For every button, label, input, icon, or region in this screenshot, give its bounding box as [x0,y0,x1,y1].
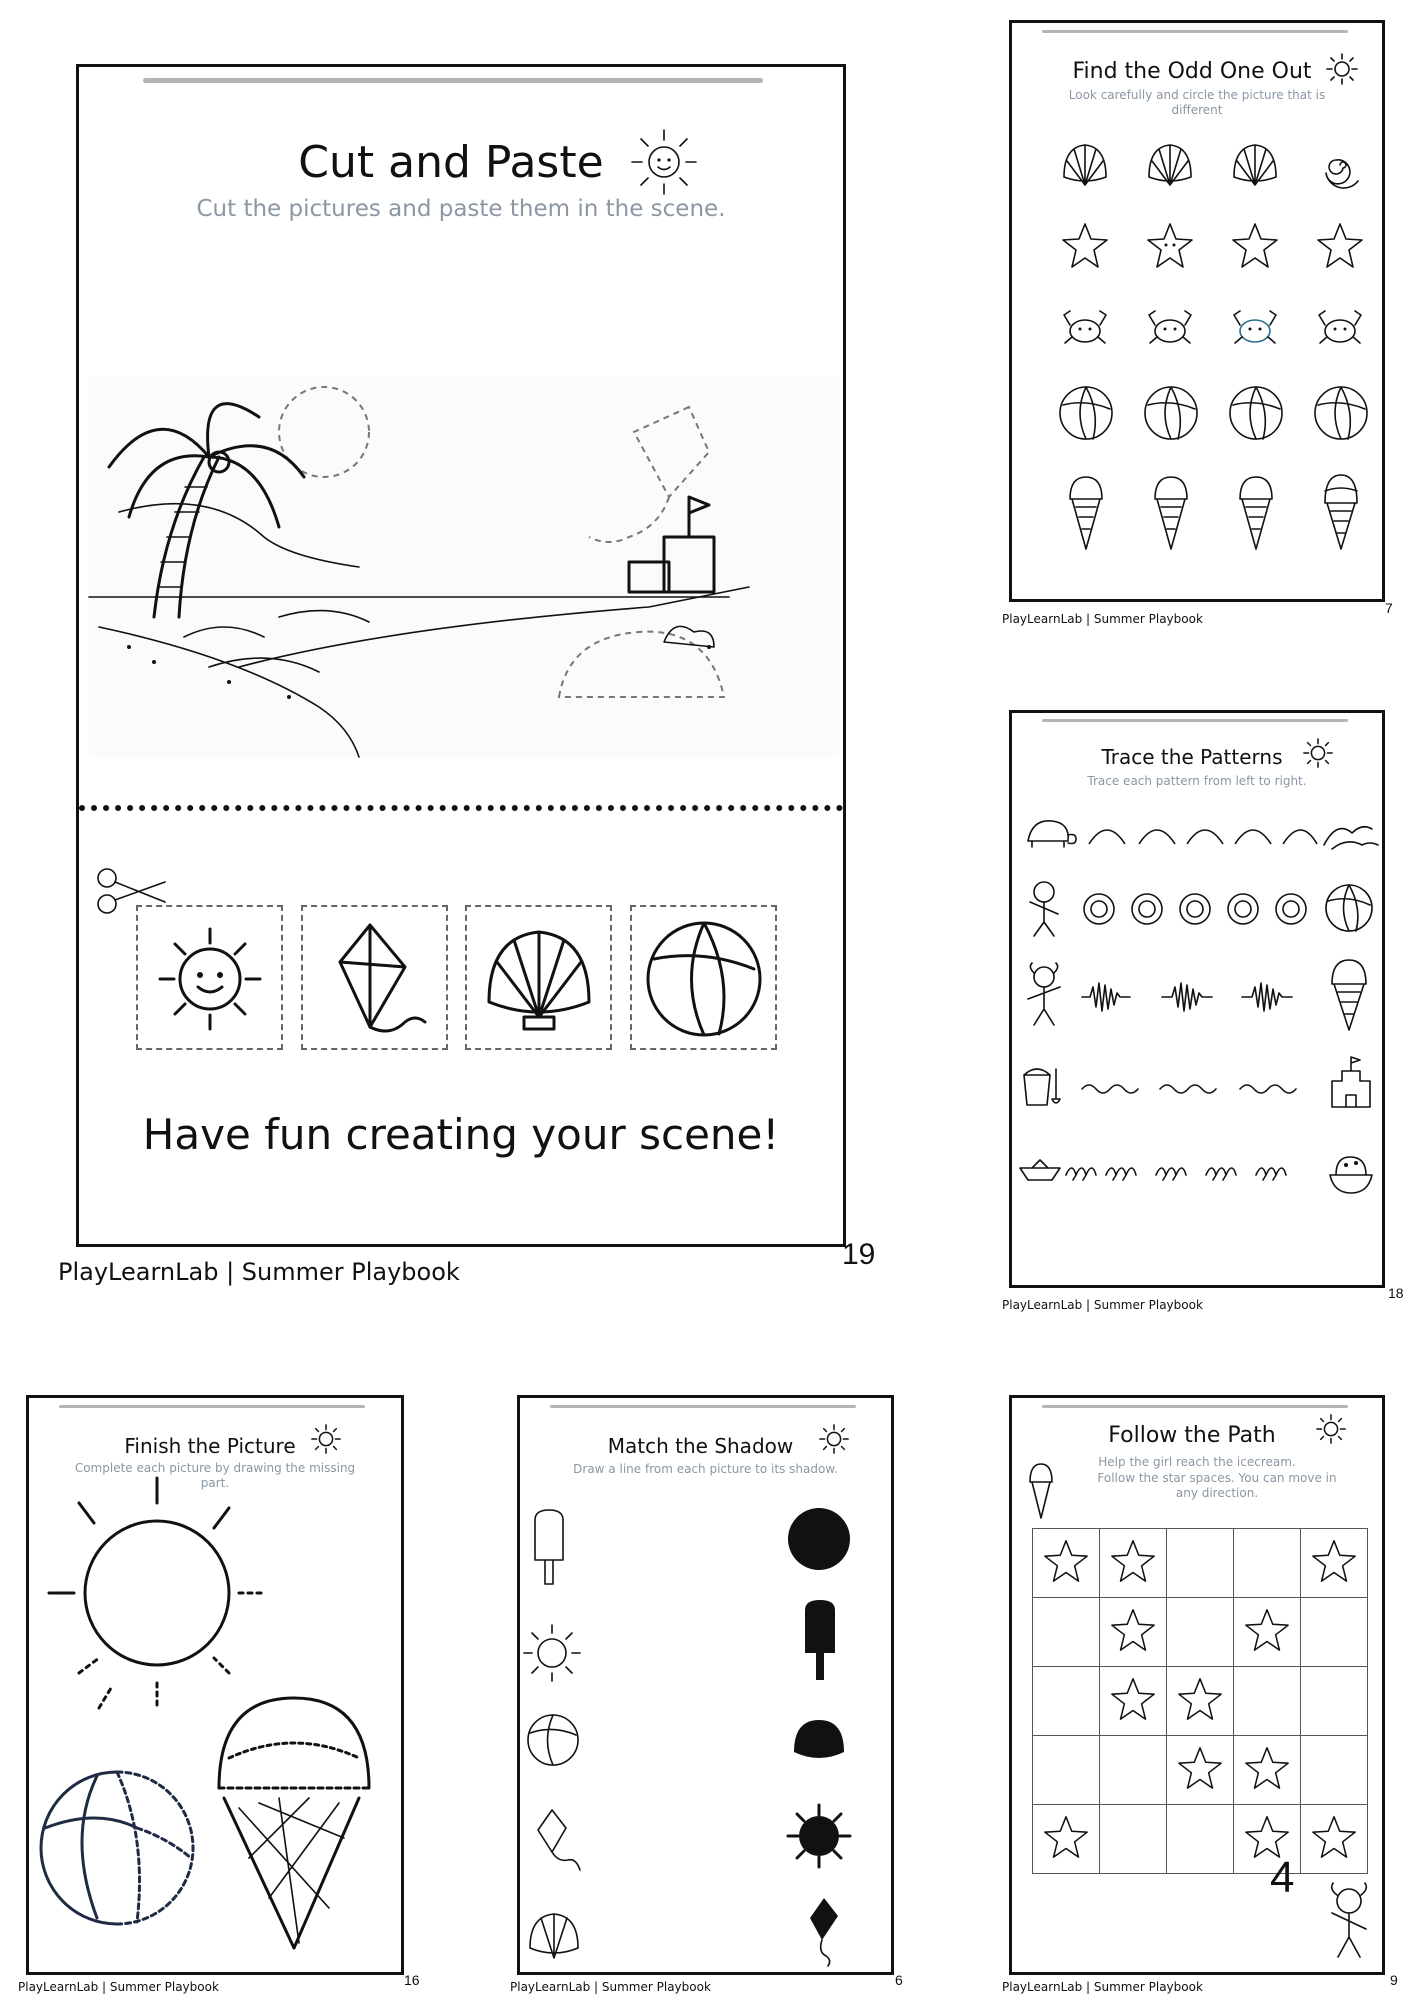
pattern-arches [1087,818,1317,848]
seashell-icon[interactable] [526,1910,582,1962]
crab-icon[interactable] [1315,305,1365,350]
page-find-odd-one-out [1009,20,1385,602]
grid-cell[interactable] [1167,1598,1234,1667]
sun-icon [624,122,704,202]
grid-cell[interactable] [1167,1736,1234,1805]
overlay-number: 4 [1270,1853,1295,1902]
page-title: Cut and Paste [298,137,604,188]
boy-icon [1024,878,1064,940]
popsicle-icon[interactable] [532,1508,566,1588]
grid-cell[interactable] [1301,1805,1368,1874]
pattern-spirals [1077,889,1317,929]
kite-icon[interactable] [532,1808,582,1878]
page-subtitle: Trace each pattern from left to right. [1087,774,1307,788]
page-footer: PlayLearnLab | Summer Playbook [18,1980,219,1994]
grid-cell[interactable] [1100,1598,1167,1667]
grid-cell[interactable] [1100,1805,1167,1874]
star-icon [1042,1813,1090,1861]
page-top-bar [1042,1405,1348,1408]
grid-cell[interactable] [1167,1529,1234,1598]
beach-ball-drawing [37,1768,197,1928]
page-title: Match the Shadow [607,1434,794,1458]
grid-cell[interactable] [1100,1736,1167,1805]
sun-icon [818,1423,850,1455]
page-number: 19 [842,1238,876,1271]
seashell-icon[interactable] [1060,141,1110,189]
turtle-icon [1018,813,1078,853]
starfish-icon[interactable] [1315,221,1365,271]
page-number: 18 [1388,1285,1404,1301]
sun-icon [1302,737,1334,769]
grid-cell[interactable] [1301,1667,1368,1736]
page-top-bar [1042,719,1348,722]
page-match-shadow [517,1395,894,1975]
sun-icon[interactable] [522,1623,582,1683]
ice-cream-icon [1328,958,1370,1034]
grid-cell[interactable] [1167,1805,1234,1874]
beach-ball-icon[interactable] [1143,385,1199,441]
page-subtitle: Complete each picture by drawing the missing part. [74,1461,356,1490]
grid-cell[interactable] [1301,1529,1368,1598]
page-cut-and-paste [76,64,846,1247]
closing-message: Have fun creating your scene! [142,1110,780,1159]
beach-ball-icon [1324,883,1374,933]
beach-ball-icon[interactable] [1313,385,1369,441]
sun-icon [1325,52,1359,86]
page-top-bar [550,1405,856,1408]
page-title: Find the Odd One Out [1072,59,1312,84]
page-subtitle-line1: Help the girl reach the icecream. [1098,1455,1296,1469]
page-top-bar [59,1405,365,1408]
grid-cell[interactable] [1301,1598,1368,1667]
grid-cell[interactable] [1234,1598,1301,1667]
star-icon [1109,1675,1157,1723]
star-icon [1243,1606,1291,1654]
pattern-waves [1080,1081,1320,1097]
ice-cream-icon[interactable] [1319,473,1363,553]
bucket-icon [1020,1063,1070,1109]
star-icon [1109,1606,1157,1654]
grid-cell[interactable] [1033,1805,1100,1874]
starfish-icon[interactable] [1230,221,1280,271]
page-title: Finish the Picture [124,1434,296,1458]
ice-cream-bowl-icon [1326,1151,1376,1197]
ball-shadow-icon[interactable] [788,1508,850,1570]
wave-icon [1322,815,1380,851]
ice-cream-icon[interactable] [1149,473,1193,553]
seashell-icon[interactable] [1145,141,1195,189]
page-footer: PlayLearnLab | Summer Playbook [1002,612,1203,626]
seashell-shadow-icon[interactable] [790,1716,848,1766]
star-icon [1310,1813,1358,1861]
grid-cell[interactable] [1033,1598,1100,1667]
page-number: 9 [1390,1972,1398,1988]
page-number: 6 [895,1972,903,1988]
beach-ball-icon [644,919,764,1039]
grid-cell[interactable] [1234,1736,1301,1805]
page-number: 16 [404,1972,420,1988]
cutout-kite[interactable] [301,905,448,1050]
popsicle-shadow-icon[interactable] [802,1598,838,1683]
page-top-bar [143,78,763,83]
page-footer: PlayLearnLab | Summer Playbook [58,1258,460,1286]
page-subtitle: Cut the pictures and paste them in the scene. [196,196,726,222]
page-finish-picture [26,1395,404,1975]
pattern-loops [1064,1161,1324,1185]
sun-shadow-icon[interactable] [786,1803,852,1869]
sun-drawing [39,1508,299,1708]
beach-ball-icon[interactable] [526,1713,580,1767]
crab-icon[interactable] [1145,305,1195,350]
sun-icon [150,919,270,1039]
grid-cell[interactable] [1033,1667,1100,1736]
sun-icon [310,1423,342,1455]
page-footer: PlayLearnLab | Summer Playbook [1002,1298,1203,1312]
cutout-beach-ball[interactable] [630,905,777,1050]
seashell-icon[interactable] [1230,141,1280,189]
pattern-zigzag [1080,979,1320,1015]
page-number: 7 [1385,600,1393,616]
beach-scene-illustration [89,377,839,757]
grid-cell[interactable] [1234,1529,1301,1598]
starfish-icon[interactable] [1060,221,1110,271]
grid-cell[interactable] [1100,1667,1167,1736]
ice-cream-icon [1028,1462,1054,1520]
seashell-icon [479,922,599,1037]
spiral-shell-icon[interactable] [1315,141,1365,189]
grid-cell[interactable] [1033,1736,1100,1805]
star-icon [1176,1744,1224,1792]
beach-ball-icon[interactable] [1228,385,1284,441]
star-icon [1042,1537,1090,1585]
cutout-sun[interactable] [136,905,283,1050]
sandcastle-icon [1328,1051,1374,1111]
page-top-bar [1042,30,1348,33]
sun-icon [1315,1413,1347,1445]
paper-boat-icon [1018,1158,1062,1184]
grid-cell[interactable] [1234,1667,1301,1736]
crab-icon[interactable] [1230,305,1280,350]
star-icon [1310,1537,1358,1585]
page-subtitle: Look carefully and circle the picture that is different [1068,88,1326,117]
grid-cell[interactable] [1167,1667,1234,1736]
girl-icon [1022,963,1066,1029]
star-icon [1176,1675,1224,1723]
girl-icon [1324,1883,1374,1963]
page-title: Follow the Path [1108,1423,1276,1448]
page-footer: PlayLearnLab | Summer Playbook [1002,1980,1203,1994]
grid-cell[interactable] [1033,1529,1100,1598]
ice-cream-drawing [209,1688,379,1958]
page-footer: PlayLearnLab | Summer Playbook [510,1980,711,1994]
grid-cell[interactable] [1301,1736,1368,1805]
kite-icon [315,917,435,1042]
page-subtitle: Draw a line from each picture to its shadow. [573,1462,838,1476]
page-title: Trace the Patterns [1101,745,1283,769]
crab-icon[interactable] [1060,305,1110,350]
ice-cream-icon[interactable] [1064,473,1108,553]
grid-cell[interactable] [1100,1529,1167,1598]
beach-ball-icon[interactable] [1058,385,1114,441]
cutout-seashell[interactable] [465,905,612,1050]
ice-cream-icon[interactable] [1234,473,1278,553]
page-trace-patterns [1009,710,1385,1288]
star-icon [1243,1744,1291,1792]
star-icon [1109,1537,1157,1585]
page-subtitle-line2: Follow the star spaces. You can move in any direction. [1097,1471,1337,1500]
page-follow-path [1009,1395,1385,1975]
cut-line [79,805,843,811]
star-path-grid [1032,1528,1368,1874]
kite-shadow-icon[interactable] [804,1896,844,1968]
starfish-icon[interactable] [1145,221,1195,271]
